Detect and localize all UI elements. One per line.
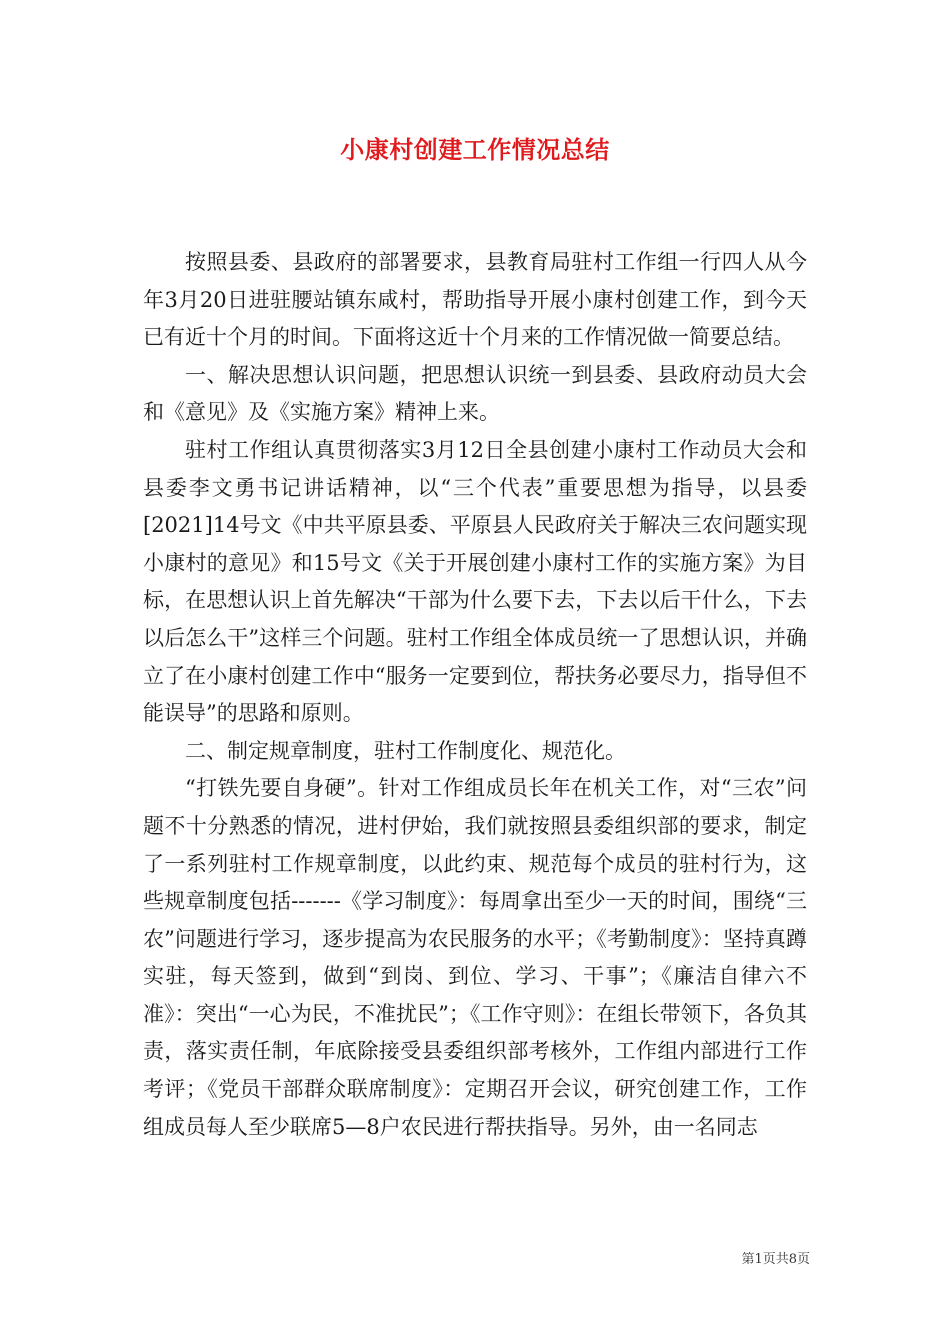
- paragraph-intro: 按照县委、县政府的部署要求，县教育局驻村工作组一行四人从今年3月20日进驻腰站镇东咸村，帮助指导开展小康村创建工作，到今天已有近十个月的时间。下面将这近十个月来的工作情况做一简要总结。: [143, 250, 807, 350]
- document-body: [143, 244, 807, 1146]
- paragraph-section-2-body: “打铁先要自身硬”。针对工作组成员长年在机关工作，对“三农”问题不十分熟悉的情况，进村伊始，我们就按照县委组织部的要求，制定了一系列驻村工作规章制度，以此约束、规范每个成员的驻村行为，这些规章制度包括-------《学习制度》：每周拿出至少一天的时间，围绕“三农”问题进行学习，逐步提高为农民服务的水平；《考勤制度》：坚持真蹲实驻，每天签到，做到“到岗、到位、学习、干事”；《廉洁自律六不准》：突出“一心为民，不准扰民”；《工作守则》：在组长带领下，各负其责，落实责任制，年底除接受县委组织部考核外，工作组内部进行工作考评；《党员干部群众联席制度》：定期召开会议，研究创建工作，工作组成员每人至少联席5—8户农民进行帮扶指导。另外，由一名同志: [143, 776, 807, 1139]
- paragraph-section-1-heading: 一、解决思想认识问题，把思想认识统一到县委、县政府动员大会和《意见》及《实施方案》精神上来。: [143, 362, 807, 425]
- document-title: 小康村创建工作情况总结: [340, 135, 610, 164]
- paragraph-section-1-body: 驻村工作组认真贯彻落实3月12日全县创建小康村工作动员大会和县委李文勇书记讲话精神，以“三个代表”重要思想为指导，以县委[2021]14号文《中共平原县委、平原县人民政府关于解决三农问题实现小康村的意见》和15号文《关于开展创建小康村工作的实施方案》为目标，在思想认识上首先解决“干部为什么要下去，下去以后干什么，下去以后怎么干”这样三个问题。驻村工作组全体成员统一了思想认识，并确立了在小康村创建工作中“服务一定要到位，帮扶务必要尽力，指导但不能误导”的思路和原则。: [143, 437, 807, 726]
- page-number-label: 第1页共8页: [741, 1252, 810, 1267]
- page-number-footer: [700, 1248, 810, 1267]
- paragraph-section-2-heading: 二、制定规章制度，驻村工作制度化、规范化。: [185, 738, 626, 763]
